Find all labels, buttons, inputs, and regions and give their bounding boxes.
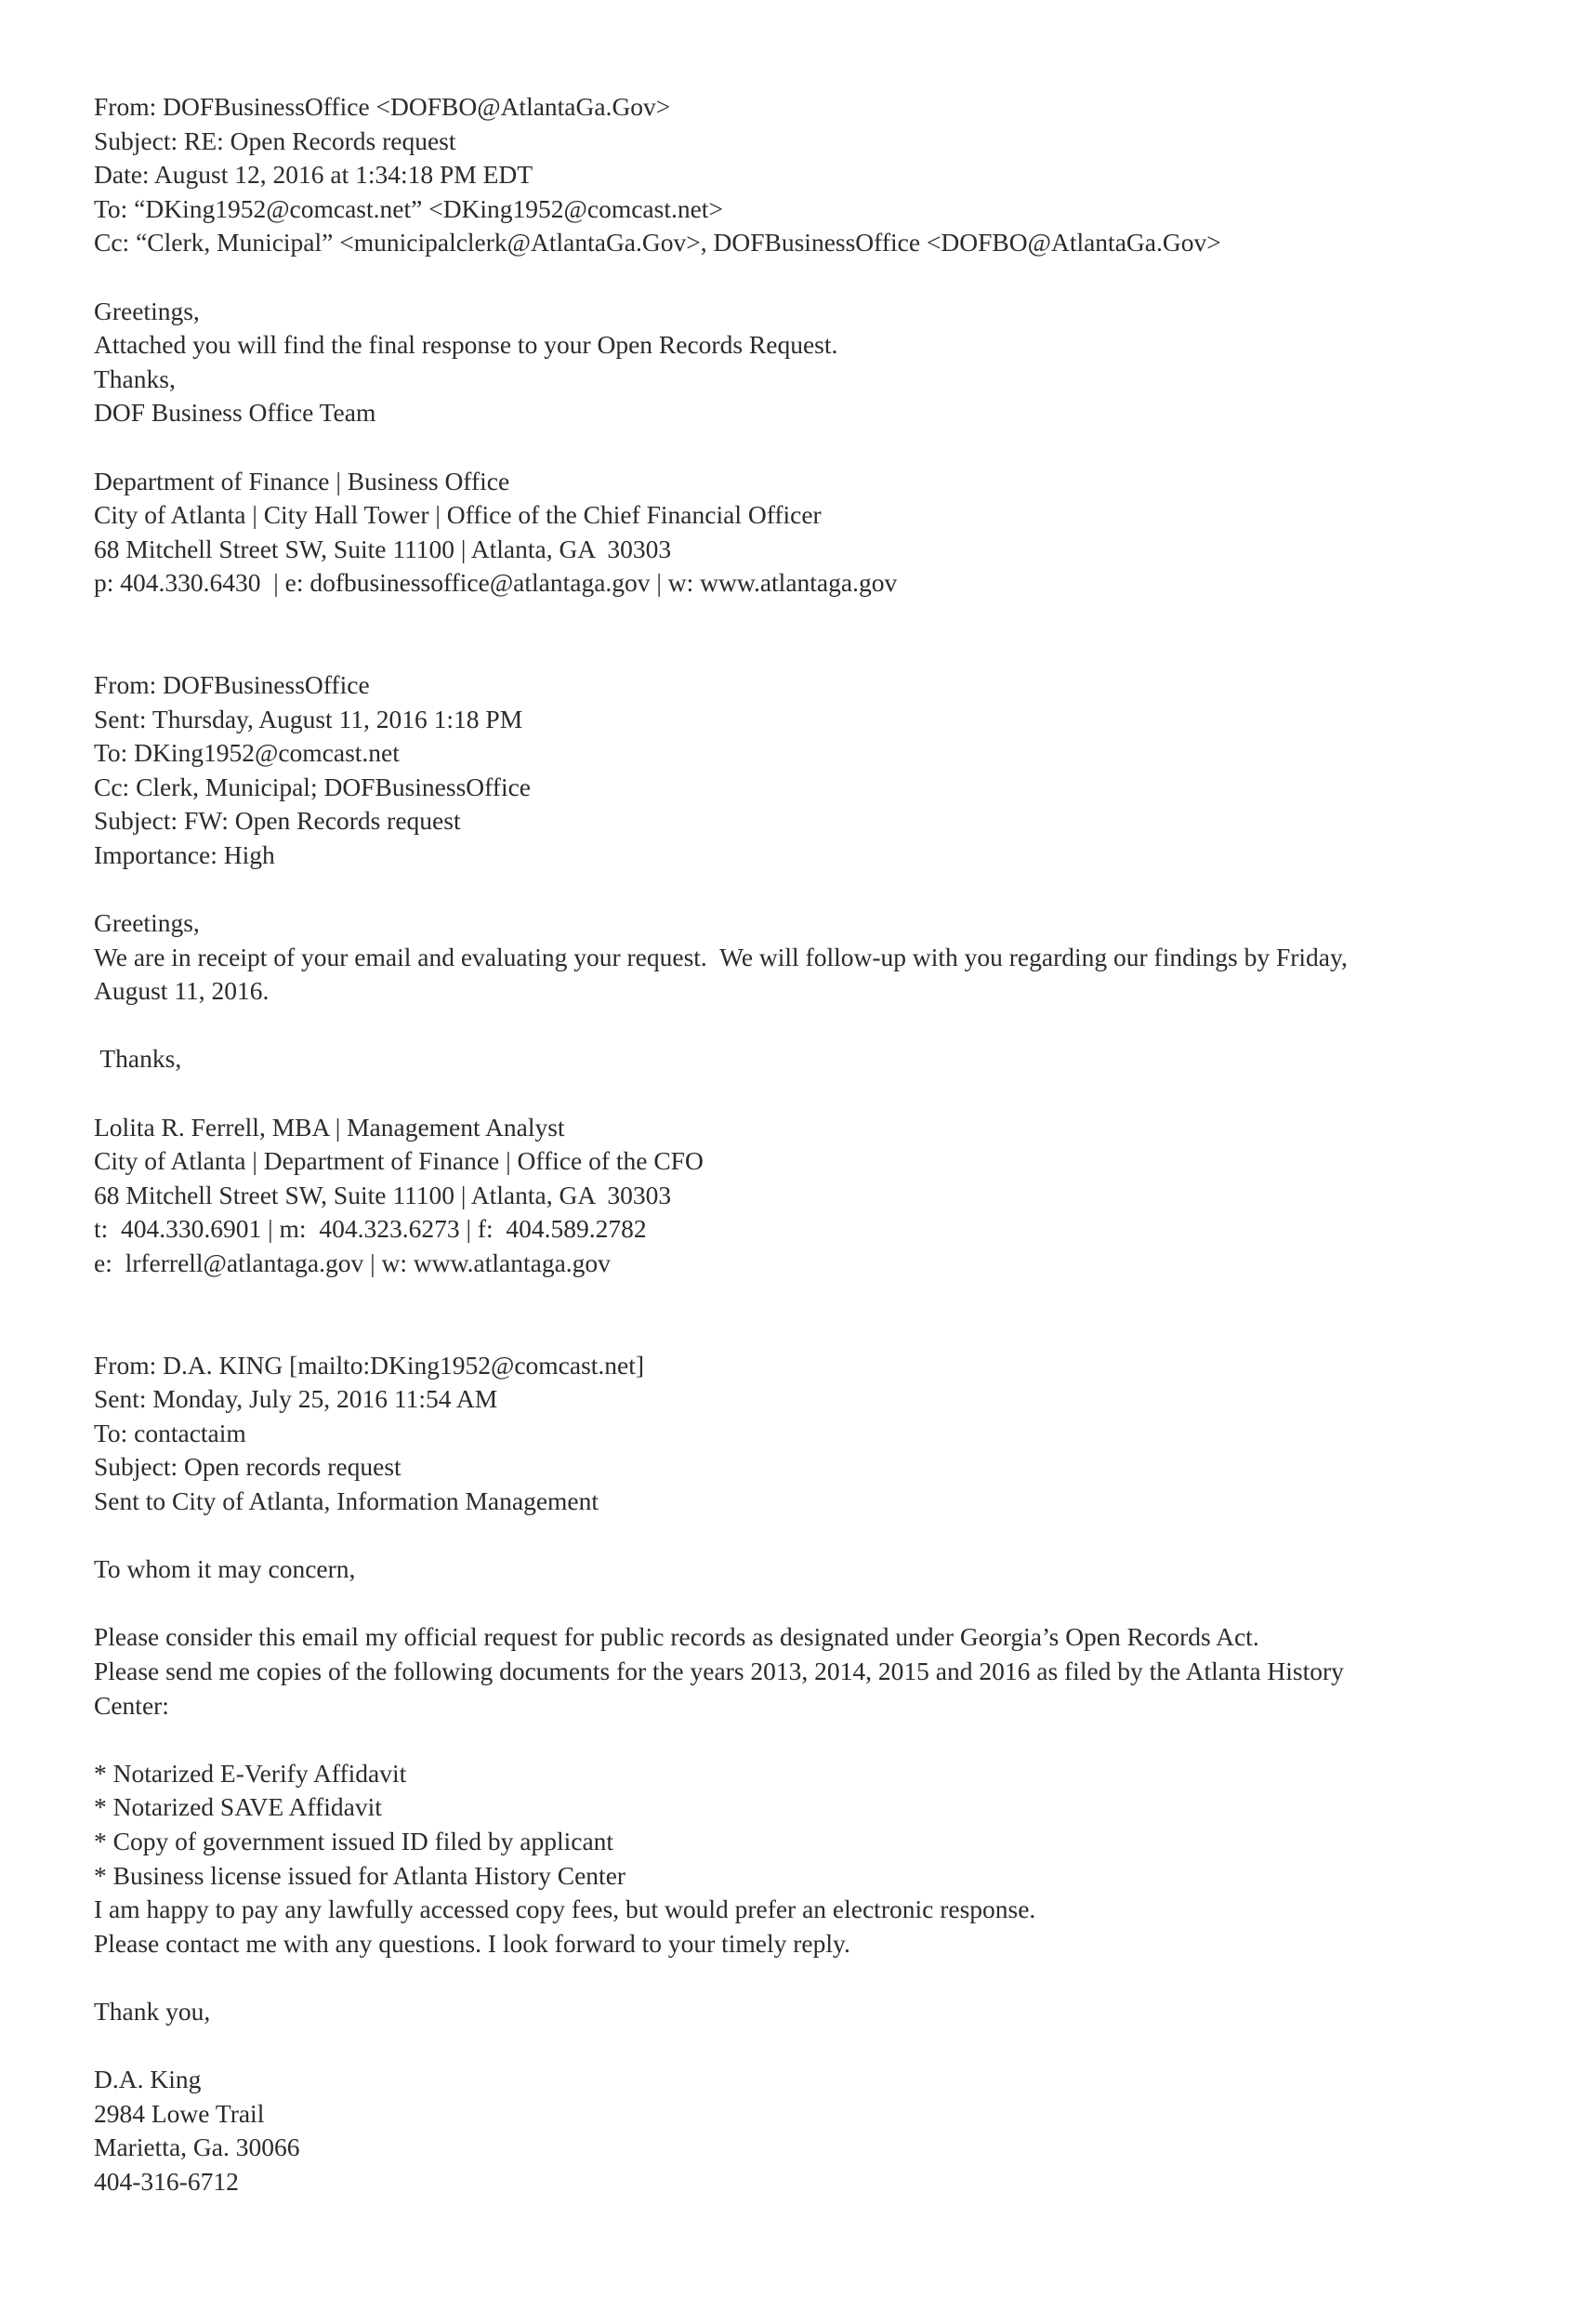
spacer bbox=[94, 1587, 1497, 1621]
email-3-closing: Thank you, bbox=[94, 1996, 211, 2026]
spacer bbox=[94, 872, 1497, 906]
email-1-team: DOF Business Office Team bbox=[94, 398, 376, 428]
email-1-body bbox=[94, 295, 1497, 430]
spacer bbox=[94, 1009, 1497, 1043]
request-line: Please consider this email my official request for public records as designated under Georgia’s Open Records Act. bbox=[94, 1622, 1259, 1652]
spacer bbox=[94, 260, 1497, 295]
email-1-date: Date: August 12, 2016 at 1:34:18 PM EDT bbox=[94, 160, 533, 190]
email-2-greeting: Greetings, bbox=[94, 908, 200, 938]
signature-line: Lolita R. Ferrell, MBA | Management Analyst bbox=[94, 1112, 565, 1142]
signature-line: Department of Finance | Business Office bbox=[94, 466, 510, 495]
email-1-cc: Cc: “Clerk, Municipal” <municipalclerk@AtlantaGa.Gov>, DOFBusinessOffice <DOFBO@AtlantaGa.Gov> bbox=[94, 228, 1221, 257]
email-1-message: Attached you will find the final response to your Open Records Request. bbox=[94, 330, 838, 360]
spacer bbox=[94, 1076, 1497, 1111]
followup-line: Please contact me with any questions. I look forward to your timely reply. bbox=[94, 1928, 850, 1958]
spacer bbox=[94, 1281, 1497, 1349]
email-1-thanks: Thanks, bbox=[94, 363, 176, 393]
email-1-to: To: “DKing1952@comcast.net” <DKing1952@comcast.net> bbox=[94, 193, 723, 223]
list-item: * Business license issued for Atlanta History Center bbox=[94, 1860, 626, 1890]
email-2-message: August 11, 2016. bbox=[94, 976, 270, 1006]
email-2-body bbox=[94, 906, 1497, 1009]
email-3-subject: Subject: Open records request bbox=[94, 1452, 402, 1482]
email-1-signature bbox=[94, 465, 1497, 601]
signature-line: City of Atlanta | City Hall Tower | Office of the Chief Financial Officer bbox=[94, 500, 822, 530]
signature-city: Marietta, Ga. 30066 bbox=[94, 2133, 300, 2162]
signature-line: 68 Mitchell Street SW, Suite 11100 | Atlanta, GA 30303 bbox=[94, 1180, 672, 1209]
email-2-cc: Cc: Clerk, Municipal; DOFBusinessOffice bbox=[94, 772, 531, 801]
signature-street: 2984 Lowe Trail bbox=[94, 2098, 265, 2128]
email-3-from: From: D.A. KING [mailto:DKing1952@comcast.net] bbox=[94, 1350, 645, 1380]
followup-line: I am happy to pay any lawfully accessed copy fees, but would prefer an electronic response. bbox=[94, 1895, 1036, 1924]
email-2-to: To: DKing1952@comcast.net bbox=[94, 738, 400, 768]
spacer bbox=[94, 1961, 1497, 1995]
email-2-from: From: DOFBusinessOffice bbox=[94, 669, 370, 699]
email-2-message: We are in receipt of your email and evaluating your request. We will follow-up with you regarding our findings by Friday, bbox=[94, 942, 1348, 971]
email-1-header bbox=[94, 90, 1497, 260]
email-2-subject: Subject: FW: Open Records request bbox=[94, 806, 461, 836]
spacer bbox=[94, 2028, 1497, 2063]
email-2-closing: Thanks, bbox=[94, 1044, 182, 1074]
spacer bbox=[94, 601, 1497, 668]
email-3-sent-to: Sent to City of Atlanta, Information Management bbox=[94, 1486, 599, 1515]
email-1-greeting: Greetings, bbox=[94, 296, 200, 325]
email-3-sent: Sent: Monday, July 25, 2016 11:54 AM bbox=[94, 1384, 498, 1414]
email-3-signature bbox=[94, 2063, 1497, 2199]
spacer bbox=[94, 1723, 1497, 1757]
email-3-request bbox=[94, 1620, 1497, 1723]
email-1-from: From: DOFBusinessOffice <DOFBO@AtlantaGa.Gov> bbox=[94, 92, 671, 121]
email-2-importance: Importance: High bbox=[94, 839, 275, 869]
signature-line: City of Atlanta | Department of Finance | Office of the CFO bbox=[94, 1146, 704, 1176]
email-2-header bbox=[94, 668, 1497, 873]
email-3-followup bbox=[94, 1893, 1497, 1961]
request-line: Center: bbox=[94, 1690, 169, 1720]
email-3-to: To: contactaim bbox=[94, 1418, 246, 1447]
signature-phones: t: 404.330.6901 | m: 404.323.6273 | f: 404.589.2782 bbox=[94, 1214, 647, 1244]
signature-phone: 404-316-6712 bbox=[94, 2166, 239, 2196]
spacer bbox=[94, 430, 1497, 465]
email-2-sent: Sent: Thursday, August 11, 2016 1:18 PM bbox=[94, 704, 523, 733]
signature-contact: p: 404.330.6430 | e: dofbusinessoffice@atlantaga.gov | w: www.atlantaga.gov bbox=[94, 568, 898, 598]
signature-email: e: lrferrell@atlantaga.gov | w: www.atlantaga.gov bbox=[94, 1248, 611, 1277]
requested-documents-list bbox=[94, 1757, 1497, 1893]
signature-name: D.A. King bbox=[94, 2065, 202, 2094]
list-item: * Copy of government issued ID filed by applicant bbox=[94, 1826, 614, 1855]
email-3-header bbox=[94, 1349, 1497, 1519]
email-2-signature bbox=[94, 1111, 1497, 1281]
email-thread bbox=[94, 90, 1497, 2199]
list-item: * Notarized E-Verify Affidavit bbox=[94, 1758, 407, 1788]
email-3-salutation: To whom it may concern, bbox=[94, 1554, 356, 1584]
signature-line: 68 Mitchell Street SW, Suite 11100 | Atlanta, GA 30303 bbox=[94, 534, 672, 563]
spacer bbox=[94, 1519, 1497, 1553]
email-1-subject: Subject: RE: Open Records request bbox=[94, 125, 456, 155]
request-line: Please send me copies of the following documents for the years 2013, 2014, 2015 and 2016 as filed by the Atlanta History bbox=[94, 1656, 1344, 1685]
list-item: * Notarized SAVE Affidavit bbox=[94, 1792, 382, 1822]
